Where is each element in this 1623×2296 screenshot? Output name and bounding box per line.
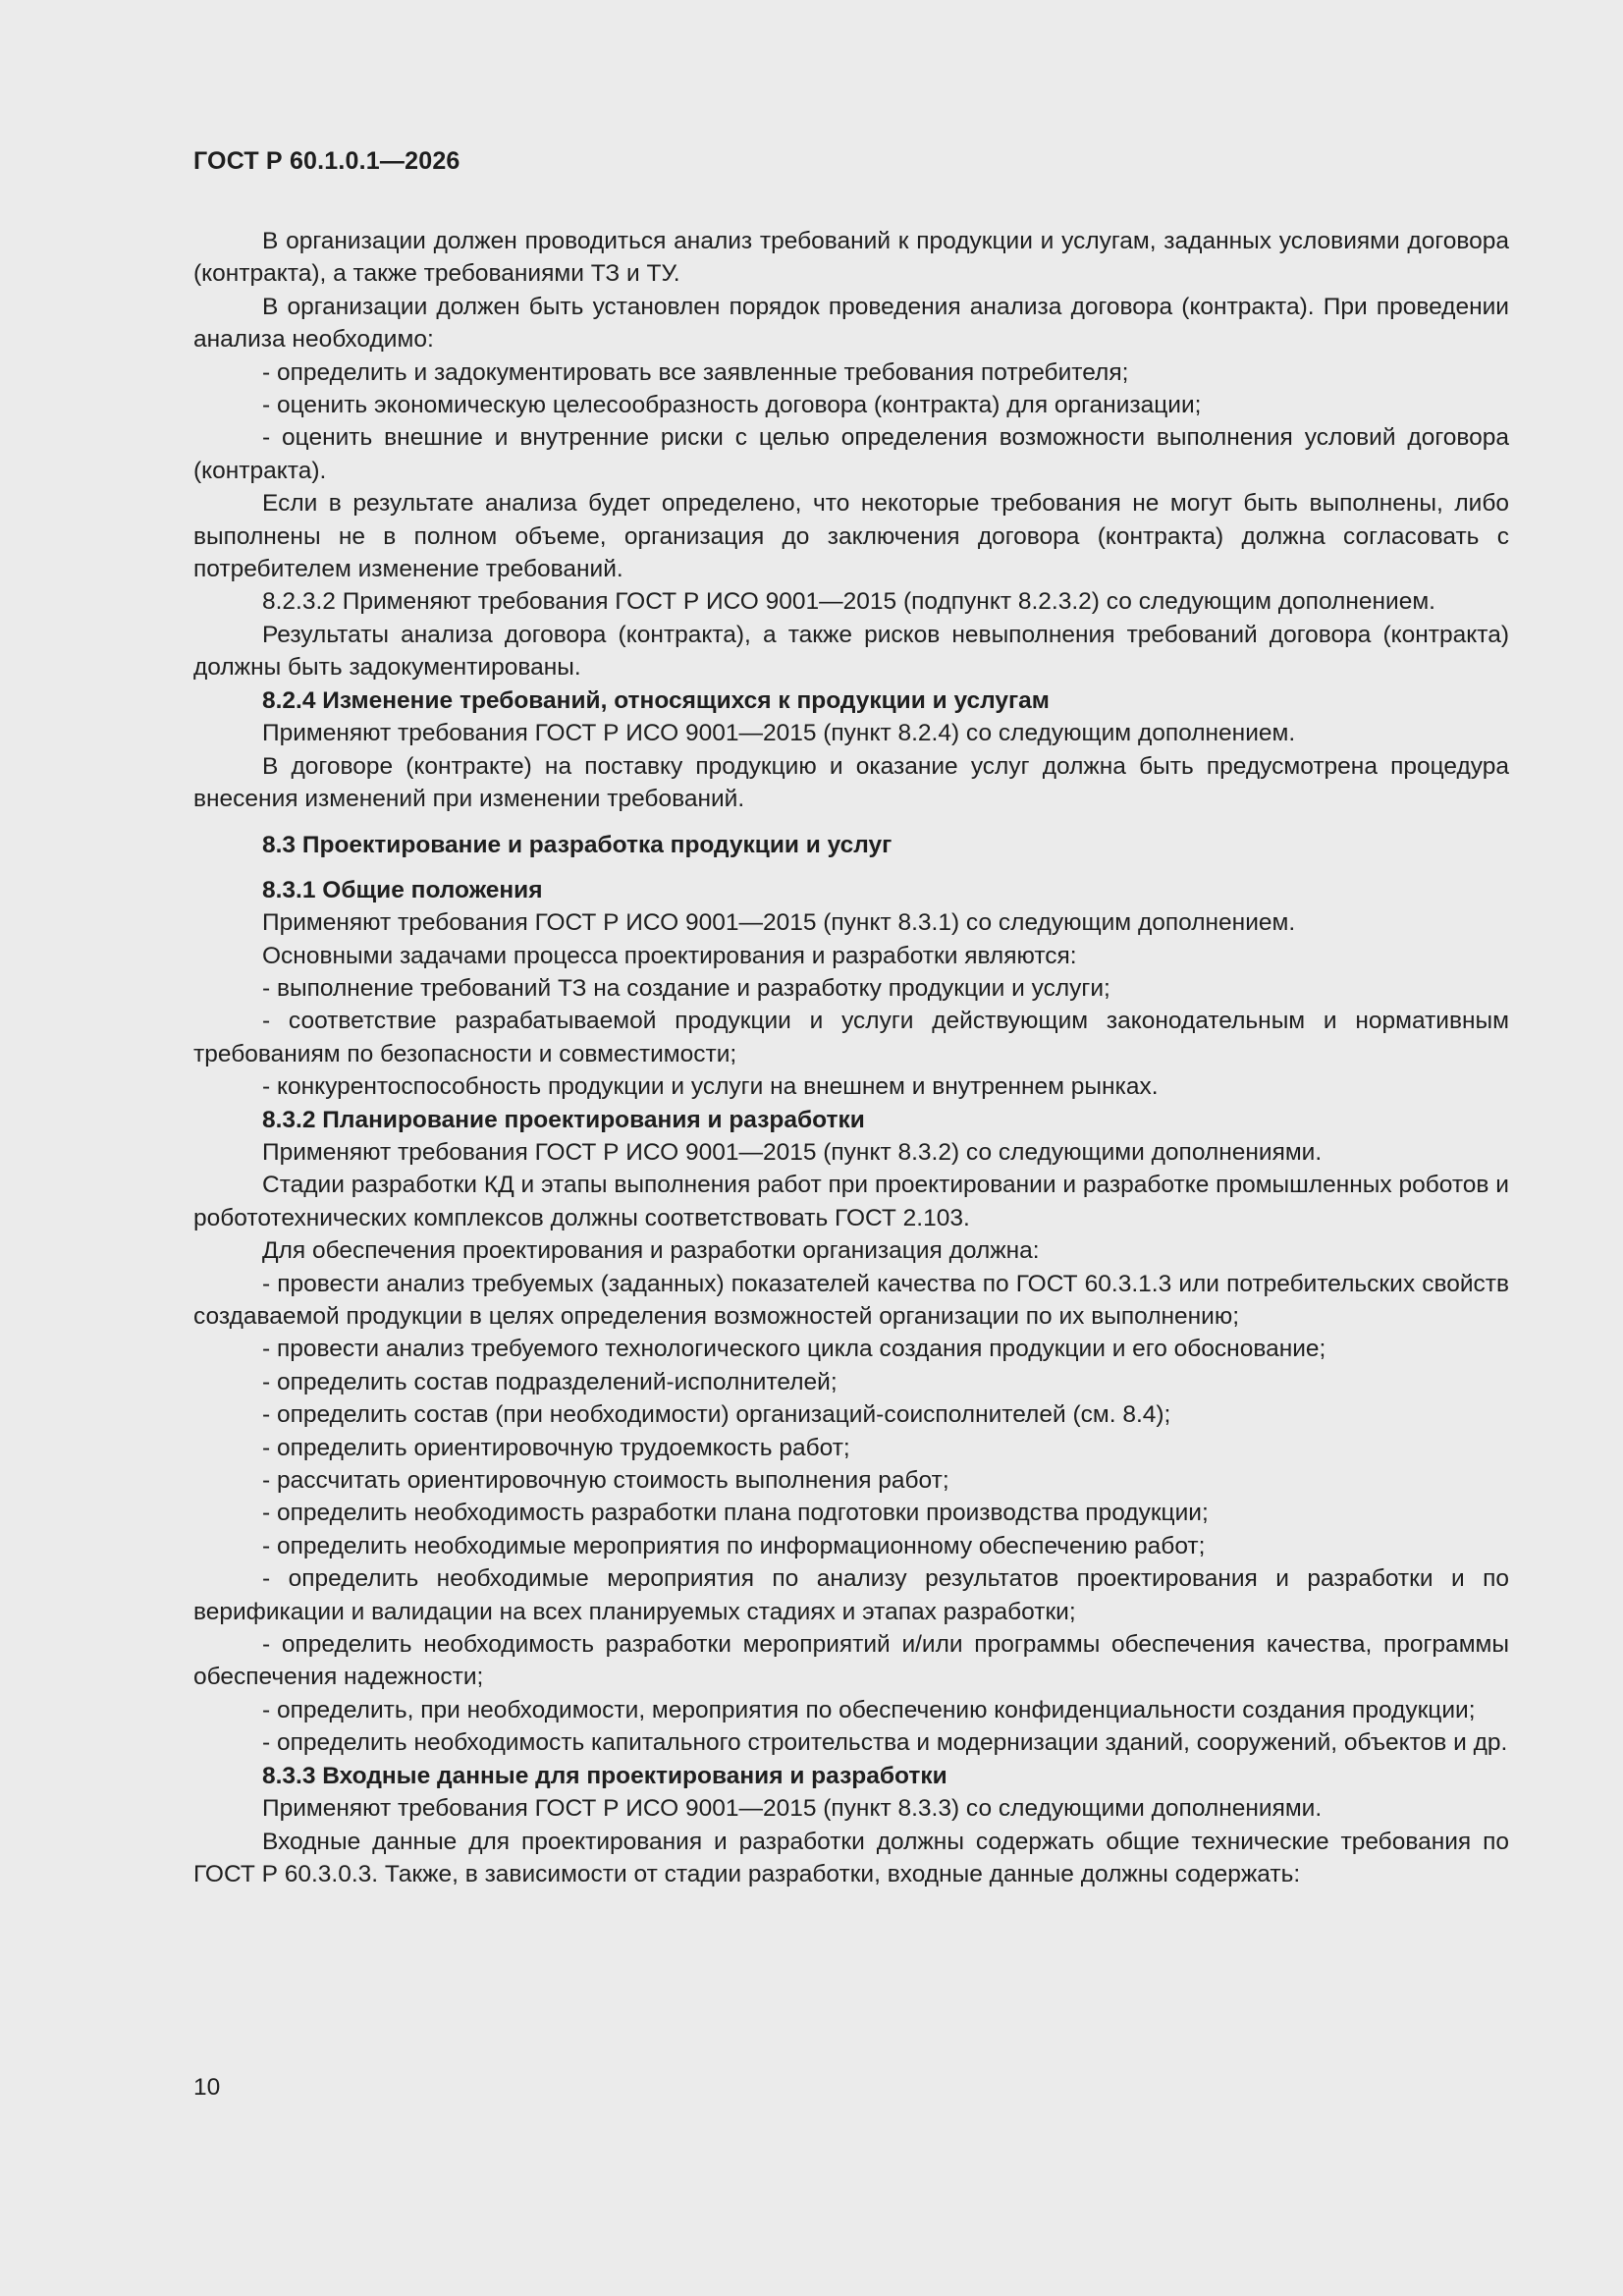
list-item: - провести анализ требуемых (заданных) показателей качества по ГОСТ 60.3.1.3 или потребительских свойств создаваемой продукции в целях определения возможностей организации по их выполнению; xyxy=(193,1270,1509,1330)
paragraph: Основными задачами процесса проектирования и разработки являются: xyxy=(262,942,1077,969)
paragraph: В договоре (контракте) на поставку продукцию и оказание услуг должна быть предусмотрена процедура внесения изменений при изменении требований. xyxy=(193,752,1509,812)
document-code-header: ГОСТ Р 60.1.0.1—2026 xyxy=(193,147,460,175)
list-item: - определить необходимость разработки мероприятий и/или программы обеспечения качества, программы обеспечения надежности; xyxy=(193,1631,1509,1691)
list-item: - определить состав подразделений-исполнителей; xyxy=(262,1368,838,1395)
paragraph: Применяют требования ГОСТ Р ИСО 9001—2015 (пункт 8.3.2) со следующими дополнениями. xyxy=(262,1138,1323,1166)
list-item: - определить необходимые мероприятия по анализу результатов проектирования и разработки и по верификации и валидации на всех планируемых стадиях и этапах разработки; xyxy=(193,1565,1509,1625)
list-item: - определить необходимость разработки плана подготовки производства продукции; xyxy=(262,1500,1209,1527)
list-item: - оценить внешние и внутренние риски с целью определения возможности выполнения условий договора (контракта). xyxy=(193,424,1509,484)
paragraph: В организации должен быть установлен порядок проведения анализа договора (контракта). При проведении анализа необходимо: xyxy=(193,293,1509,354)
page-number: 10 xyxy=(193,2074,221,2101)
list-item: - соответствие разрабатываемой продукции и услуги действующим законодательным и нормативным требованиям по безопасности и совместимости; xyxy=(193,1008,1509,1067)
paragraph: В организации должен проводиться анализ требований к продукции и услугам, заданных условиями договора (контракта), а также требованиями ТЗ и ТУ. xyxy=(193,228,1509,288)
paragraph: Входные данные для проектирования и разработки должны содержать общие технические требования по ГОСТ Р 60.3.0.3. Также, в зависимости от стадии разработки, входные данные должны содержать: xyxy=(193,1828,1509,1887)
list-item: - определить ориентировочную трудоемкость работ; xyxy=(262,1434,850,1461)
section-heading-8-3-2: 8.3.2 Планирование проектирования и разработки xyxy=(262,1106,865,1133)
paragraph: Применяют требования ГОСТ Р ИСО 9001—2015 (пункт 8.2.4) со следующим дополнением. xyxy=(262,720,1296,747)
list-item: - определить состав (при необходимости) организаций-соисполнителей (см. 8.4); xyxy=(262,1401,1171,1429)
list-item: - определить необходимые мероприятия по информационному обеспечению работ; xyxy=(262,1532,1206,1559)
list-item: - определить, при необходимости, мероприятия по обеспечению конфиденциальности создания продукции; xyxy=(262,1696,1476,1723)
paragraph: Применяют требования ГОСТ Р ИСО 9001—2015 (пункт 8.3.3) со следующими дополнениями. xyxy=(262,1795,1323,1823)
paragraph: Для обеспечения проектирования и разработки организация должна: xyxy=(262,1237,1040,1265)
list-item: - определить необходимость капитального строительства и модернизации зданий, сооружений, объектов и др. xyxy=(262,1729,1508,1757)
section-heading-8-2-4: 8.2.4 Изменение требований, относящихся к продукции и услугам xyxy=(262,686,1050,714)
paragraph: Если в результате анализа будет определено, что некоторые требования не могут быть выполнены, либо выполнены не в полном объеме, организация до заключения договора (контракта) должна согласовать с потребителем изменение требований. xyxy=(193,490,1509,583)
document-body xyxy=(193,225,1509,1890)
paragraph: Применяют требования ГОСТ Р ИСО 9001—2015 (пункт 8.3.1) со следующим дополнением. xyxy=(262,909,1296,937)
paragraph: Результаты анализа договора (контракта), а также рисков невыполнения требований договора (контракта) должны быть задокументированы. xyxy=(193,621,1509,682)
section-heading-8-3-3: 8.3.3 Входные данные для проектирования и разработки xyxy=(262,1762,947,1789)
paragraph: 8.2.3.2 Применяют требования ГОСТ Р ИСО 9001—2015 (подпункт 8.2.3.2) со следующим дополнением. xyxy=(262,588,1435,616)
section-heading-8-3-1: 8.3.1 Общие положения xyxy=(262,876,543,903)
section-heading-8-3: 8.3 Проектирование и разработка продукции и услуг xyxy=(262,832,893,859)
list-item: - оценить экономическую целесообразность договора (контракта) для организации; xyxy=(262,392,1202,419)
list-item: - рассчитать ориентировочную стоимость выполнения работ; xyxy=(262,1467,949,1495)
list-item: - конкурентоспособность продукции и услуги на внешнем и внутреннем рынках. xyxy=(262,1073,1159,1101)
list-item: - определить и задокументировать все заявленные требования потребителя; xyxy=(262,358,1129,386)
list-item: - выполнение требований ТЗ на создание и разработку продукции и услуги; xyxy=(262,974,1110,1002)
list-item: - провести анализ требуемого технологического цикла создания продукции и его обоснование; xyxy=(262,1336,1326,1363)
paragraph: Стадии разработки КД и этапы выполнения работ при проектировании и разработке промышленных роботов и робототехнических комплексов должны соответствовать ГОСТ 2.103. xyxy=(193,1172,1509,1231)
